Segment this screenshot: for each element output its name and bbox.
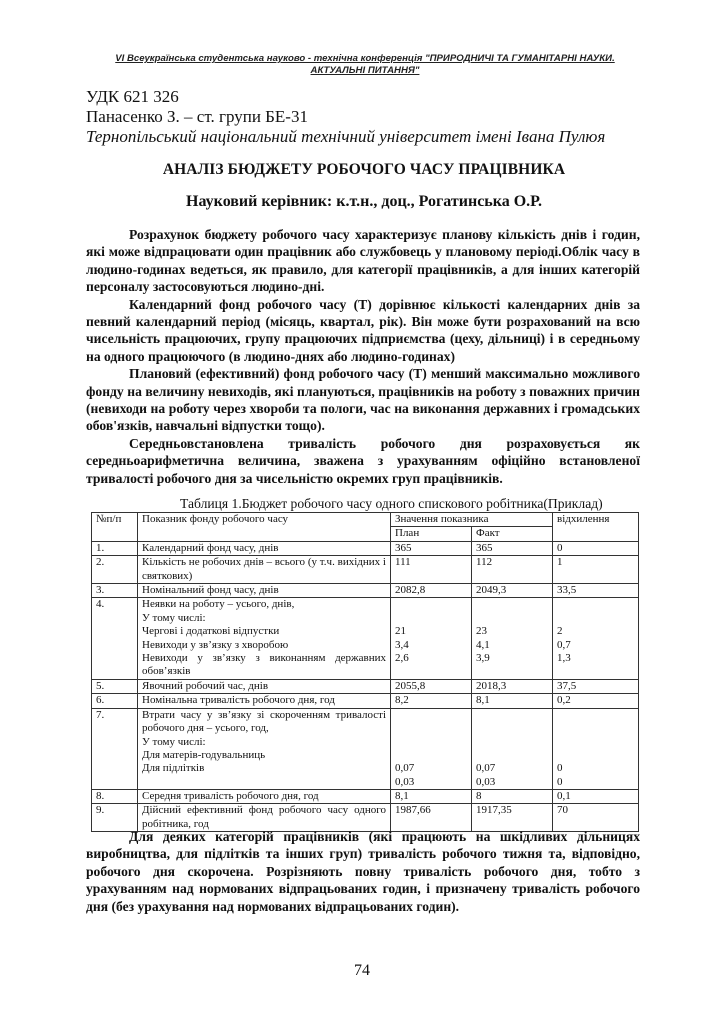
university-line: Тернопільський національний технічний університет імені Івана Пулюя [86, 127, 606, 146]
row-num: 9. [92, 804, 138, 832]
row-dev [553, 584, 639, 598]
row-num: 6. [92, 694, 138, 708]
row-dev [553, 598, 639, 679]
fact-value: 3,9 [476, 652, 490, 665]
table-row [92, 708, 639, 789]
fact-value: 8,1 [476, 694, 490, 707]
row-dev [553, 694, 639, 708]
fact-value: 2049,3 [476, 584, 507, 597]
row-indicator [138, 790, 391, 804]
row-indicator [138, 541, 391, 555]
row-num: 1. [92, 541, 138, 555]
blank-line [557, 709, 634, 722]
scientific-advisor: Науковий керівник: к.т.н., доц., Рогатинська О.Р. [186, 193, 542, 210]
dev-value: 0,7 [557, 638, 571, 651]
row-plan [391, 679, 472, 693]
blank-line [395, 722, 467, 735]
article-title: АНАЛІЗ БЮДЖЕТУ РОБОЧОГО ЧАСУ ПРАЦІВНИКА [162, 161, 566, 178]
header-fact: Факт [472, 527, 553, 541]
indicator-line: Номінальний фонд часу, днів [142, 584, 279, 597]
paragraph: Середньовстановлена тривалість робочого дня розраховується як середньоарифметична величина, зважена з урахуванням офіційно встановленої тривалості робочого дня за чисельністю окремих груп працівників. [86, 435, 640, 486]
header-num: №п/п [92, 513, 138, 542]
blank-line [395, 735, 467, 748]
fact-value: 365 [476, 541, 493, 554]
plan-value: 1987,66 [395, 804, 431, 817]
dev-value: 0 [557, 775, 563, 788]
indicator-line: Чергові і додаткові відпустки [142, 625, 280, 638]
blank-line [476, 722, 548, 735]
row-fact [472, 541, 553, 555]
plan-value: 3,4 [395, 638, 409, 651]
indicator-line: Номінальна тривалість робочого дня, год [142, 694, 335, 707]
blank-line [395, 709, 467, 722]
dev-value: 33,5 [557, 584, 577, 597]
dev-value: 37,5 [557, 679, 577, 692]
fact-value: 112 [476, 556, 493, 569]
row-fact [472, 584, 553, 598]
fact-value: 2018,3 [476, 679, 507, 692]
blank-line [395, 598, 467, 611]
table-row [92, 790, 639, 804]
row-plan [391, 556, 472, 584]
indicator-line: Для підлітків [142, 762, 205, 775]
header-plan: План [391, 527, 472, 541]
row-dev [553, 541, 639, 555]
dev-value: 0 [557, 541, 563, 554]
conference-header [95, 53, 635, 77]
table-caption: Таблиця 1.Бюджет робочого часу одного спискового робітника(Приклад) [180, 496, 603, 511]
fact-value: 0,07 [476, 762, 496, 775]
row-num: 4. [92, 598, 138, 679]
row-indicator [138, 679, 391, 693]
plan-value: 2055,8 [395, 679, 426, 692]
row-indicator [138, 584, 391, 598]
row-num: 7. [92, 708, 138, 789]
plan-value: 111 [395, 556, 411, 569]
header-deviation: відхилення [553, 513, 639, 542]
row-plan [391, 708, 472, 789]
blank-line [395, 612, 467, 625]
indicator-line: Явочний робочий час, днів [142, 679, 269, 692]
table-row [92, 598, 639, 679]
indicator-line: Середня тривалість робочого дня, год [142, 790, 319, 803]
work-time-budget-table [91, 512, 639, 832]
plan-value: 0,07 [395, 762, 415, 775]
fact-value: 0,03 [476, 775, 496, 788]
plan-value: 8,1 [395, 790, 409, 803]
indicator-line: У тому числі: [142, 735, 206, 748]
dev-value: 0,1 [557, 790, 571, 803]
table-row [92, 694, 639, 708]
blank-line [476, 749, 548, 762]
row-dev [553, 679, 639, 693]
row-fact [472, 708, 553, 789]
plan-value: 2,6 [395, 652, 409, 665]
blank-line [395, 749, 467, 762]
fact-value: 4,1 [476, 638, 490, 651]
table-header-row [92, 513, 639, 527]
table-row [92, 556, 639, 584]
row-num: 5. [92, 679, 138, 693]
fact-value: 1917,35 [476, 804, 512, 817]
udk-code: УДК 621 326 [86, 87, 179, 106]
fact-value: 8 [476, 790, 482, 803]
row-indicator [138, 708, 391, 789]
fact-value: 23 [476, 625, 487, 638]
blank-line [476, 598, 548, 611]
indicator-line: Календарний фонд часу, днів [142, 541, 279, 554]
plan-value: 8,2 [395, 694, 409, 707]
dev-value: 0 [557, 762, 563, 775]
indicator-line: Втрати часу у зв’язку зі скороченням тривалості робочого дня – усього, год, [142, 708, 386, 735]
row-fact [472, 790, 553, 804]
row-num: 3. [92, 584, 138, 598]
blank-line [557, 598, 634, 611]
page-number: 74 [354, 962, 370, 979]
plan-value: 365 [395, 541, 412, 554]
row-plan [391, 541, 472, 555]
row-plan [391, 790, 472, 804]
conference-header-line-2: АКТУАЛЬНІ ПИТАННЯ" [310, 65, 420, 76]
indicator-line: Невиходи у зв’язку з виконанням державних обов’язків [142, 652, 386, 678]
dev-value: 1,3 [557, 652, 571, 665]
indicator-line: Кількість не робочих днів – всього (у т.ч. вихідних і святкових) [142, 556, 386, 582]
row-num: 8. [92, 790, 138, 804]
blank-line [476, 735, 548, 748]
row-plan [391, 584, 472, 598]
paragraph: Календарний фонд робочого часу (Т) дорівнює кількості календарних днів за певний календарний період (місяць, квартал, рік). Він може бути розрахований на всю чисельність працюючих, групу працюючих підприємства (цеху, дільниці) і в середньому на одного працюючого (в людино-днях або людино-годинах) [86, 296, 640, 364]
dev-value: 0,2 [557, 694, 571, 707]
row-num: 2. [92, 556, 138, 584]
row-plan [391, 598, 472, 679]
article-body [86, 226, 640, 487]
row-indicator [138, 556, 391, 584]
paragraph: Розрахунок бюджету робочого часу характеризує планову кількість днів і годин, які може відпрацювати один працівник або службовець у плановому періоді.Облік часу в людино-годинах ведеться, як правило, для категорії працівників, а для інших категорій персоналу застосовуються людино-дні. [86, 227, 640, 295]
header-value: Значення показника [391, 513, 553, 527]
article-meta [86, 87, 646, 147]
row-fact [472, 694, 553, 708]
table-row [92, 584, 639, 598]
plan-value: 0,03 [395, 775, 415, 788]
paragraph: Для деяких категорій працівників (які працюють на шкідливих дільницях виробництва, для підлітків та інших груп) тривалість робочого тижня та, відповідно, робочого дня скорочена. Розрізняють повну тривалість робочого дня, тобто з урахуванням над нормованих відпрацьованих годин, і призначену тривалість робочого дня (без урахування над нормованих відпрацьованих годин). [86, 829, 640, 914]
row-dev [553, 708, 639, 789]
row-plan [391, 694, 472, 708]
blank-line [557, 749, 634, 762]
row-indicator [138, 694, 391, 708]
author-line: Панасенко З. – ст. групи БЕ-31 [86, 107, 308, 126]
table-row [92, 679, 639, 693]
row-dev [553, 790, 639, 804]
row-fact [472, 679, 553, 693]
conference-header-line-1: VI Всеукраїнська студентська науково - технічна конференція "ПРИРОДНИЧІ ТА ГУМАНІТАРНІ НАУКИ. [115, 53, 615, 64]
article-body-continued [86, 828, 640, 915]
indicator-line: У тому числі: [142, 611, 206, 624]
blank-line [557, 735, 634, 748]
blank-line [557, 612, 634, 625]
table-row [92, 541, 639, 555]
paragraph: Плановий (ефективний) фонд робочого часу (Т) менший максимально можливого фонду на величину невиходів, які плануються, працівників на роботу з поважних причин (невиходи на роботу через хвороби та пологи, час на виконання державних і громадських обов'язків, навчальні відпустки тощо). [86, 366, 640, 434]
row-fact [472, 556, 553, 584]
blank-line [476, 709, 548, 722]
indicator-line: Неявки на роботу – усього, днів, [142, 598, 295, 611]
header-indicator: Показник фонду робочого часу [138, 513, 391, 542]
row-indicator [138, 598, 391, 679]
blank-line [557, 722, 634, 735]
dev-value: 1 [557, 556, 563, 569]
indicator-line: Невиходи у зв’язку з хворобою [142, 638, 289, 651]
indicator-line: Для матерів-годувальниць [142, 748, 266, 761]
blank-line [476, 612, 548, 625]
indicator-line: Дійсний ефективний фонд робочого часу одного робітника, год [142, 804, 386, 830]
row-dev [553, 556, 639, 584]
dev-value: 70 [557, 804, 568, 817]
plan-value: 2082,8 [395, 584, 426, 597]
dev-value: 2 [557, 625, 563, 638]
plan-value: 21 [395, 625, 406, 638]
row-fact [472, 598, 553, 679]
